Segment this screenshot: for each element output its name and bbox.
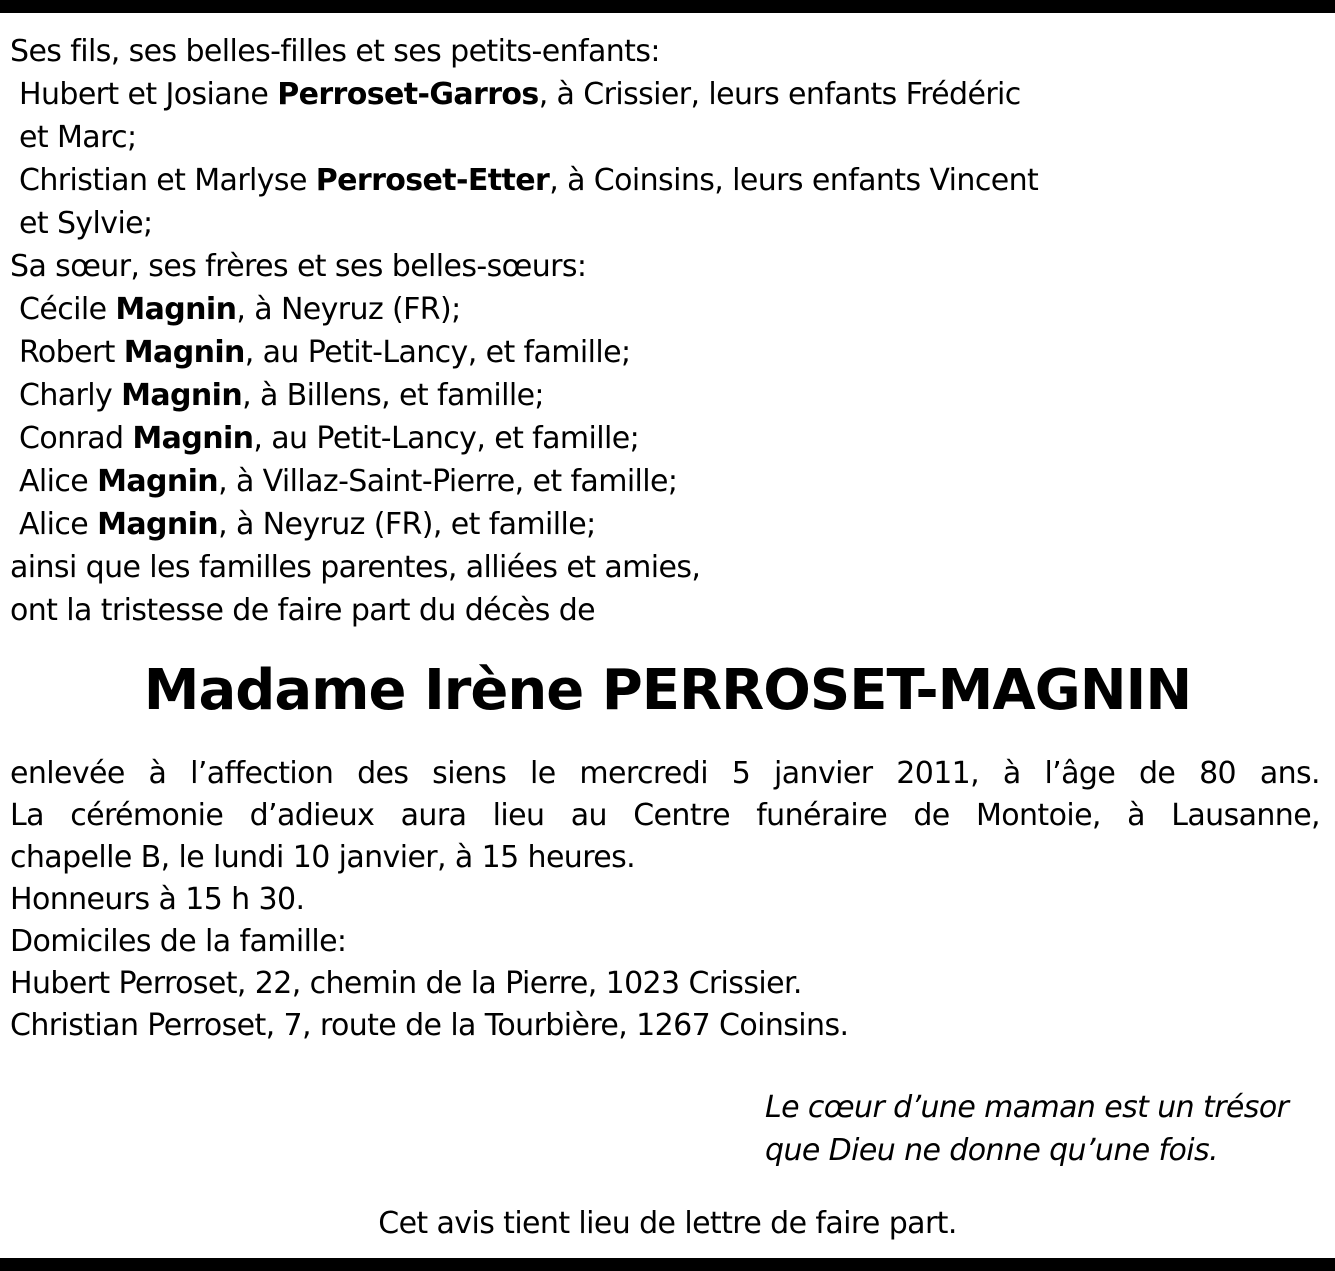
siblings-heading: Sa sœur, ses frères et ses belles-sœurs: (10, 249, 587, 284)
quote-line-2: que Dieu ne donne qu’une fois. (765, 1133, 1218, 1168)
son-entry-1-first: Hubert et Josiane (19, 77, 278, 112)
details-line-2: La cérémonie d’adieux aura lieu au Centre funéraire de Montoie, à Lausanne, (10, 798, 1320, 833)
son-entry-2-first: Christian et Marlyse (19, 163, 316, 198)
sibling-first-name: Charly (19, 378, 122, 413)
sibling-rest: , à Billens, et famille; (242, 378, 544, 413)
sibling-surname: Magnin (97, 507, 219, 542)
sibling-rest: , à Neyruz (FR); (236, 292, 461, 327)
sons-heading: Ses fils, ses belles-filles et ses petits-enfants: (10, 34, 660, 69)
honours-line: Honneurs à 15 h 30. (10, 882, 305, 917)
sibling-rest: , à Villaz-Saint-Pierre, et famille; (218, 464, 678, 499)
sibling-surname: Magnin (97, 464, 219, 499)
sibling-rest: , à Neyruz (FR), et famille; (218, 507, 596, 542)
domicile-address-1: Hubert Perroset, 22, chemin de la Pierre, 1023 Crissier. (10, 966, 802, 1001)
sibling-first-name: Conrad (19, 421, 133, 456)
details-block (10, 753, 1320, 1047)
son-entry-2 (10, 159, 1310, 202)
footer-note: Cet avis tient lieu de lettre de faire part. (378, 1206, 957, 1241)
sibling-rest: , au Petit-Lancy, et famille; (244, 335, 631, 370)
sibling-rest: , au Petit-Lancy, et famille; (253, 421, 640, 456)
sibling-entry (10, 331, 1310, 374)
sibling-surname: Magnin (115, 292, 237, 327)
sibling-first-name: Alice (19, 464, 98, 499)
top-border-rule (0, 0, 1335, 13)
son-entry-1-surname: Perroset-Garros (277, 77, 539, 112)
bottom-border-rule (0, 1258, 1335, 1271)
memorial-quote (765, 1086, 1325, 1172)
family-list (10, 30, 1310, 632)
sibling-first-name: Alice (19, 507, 98, 542)
closing-line-2: ont la tristesse de faire part du décès de (10, 593, 596, 628)
son-entry-1-rest: , à Crissier, leurs enfants Frédéric (538, 77, 1021, 112)
son-entry-2-rest: , à Coinsins, leurs enfants Vincent (549, 163, 1039, 198)
sibling-surname: Magnin (121, 378, 243, 413)
son-entry-1 (10, 73, 1310, 116)
son-entry-2-surname: Perroset-Etter (315, 163, 550, 198)
closing-line-1: ainsi que les familles parentes, alliées et amies, (10, 550, 701, 585)
sibling-entry (10, 417, 1310, 460)
sibling-first-name: Cécile (19, 292, 116, 327)
domiciles-heading: Domiciles de la famille: (10, 924, 347, 959)
deceased-name-heading: Madame Irène PERROSET-MAGNIN (143, 658, 1192, 723)
son-entry-2-continuation: et Sylvie; (19, 206, 153, 241)
details-line-1: enlevée à l’affection des siens le mercredi 5 janvier 2011, à l’âge de 80 ans. (10, 756, 1320, 791)
sibling-entry (10, 374, 1310, 417)
sibling-first-name: Robert (19, 335, 124, 370)
sibling-entry (10, 288, 1310, 331)
sibling-entry (10, 460, 1310, 503)
sibling-surname: Magnin (123, 335, 245, 370)
quote-line-1: Le cœur d’une maman est un trésor (765, 1090, 1289, 1125)
domicile-address-2: Christian Perroset, 7, route de la Tourbière, 1267 Coinsins. (10, 1008, 849, 1043)
son-entry-1-continuation: et Marc; (19, 120, 137, 155)
details-line-3: chapelle B, le lundi 10 janvier, à 15 heures. (10, 840, 636, 875)
sibling-entry (10, 503, 1310, 546)
sibling-surname: Magnin (132, 421, 254, 456)
